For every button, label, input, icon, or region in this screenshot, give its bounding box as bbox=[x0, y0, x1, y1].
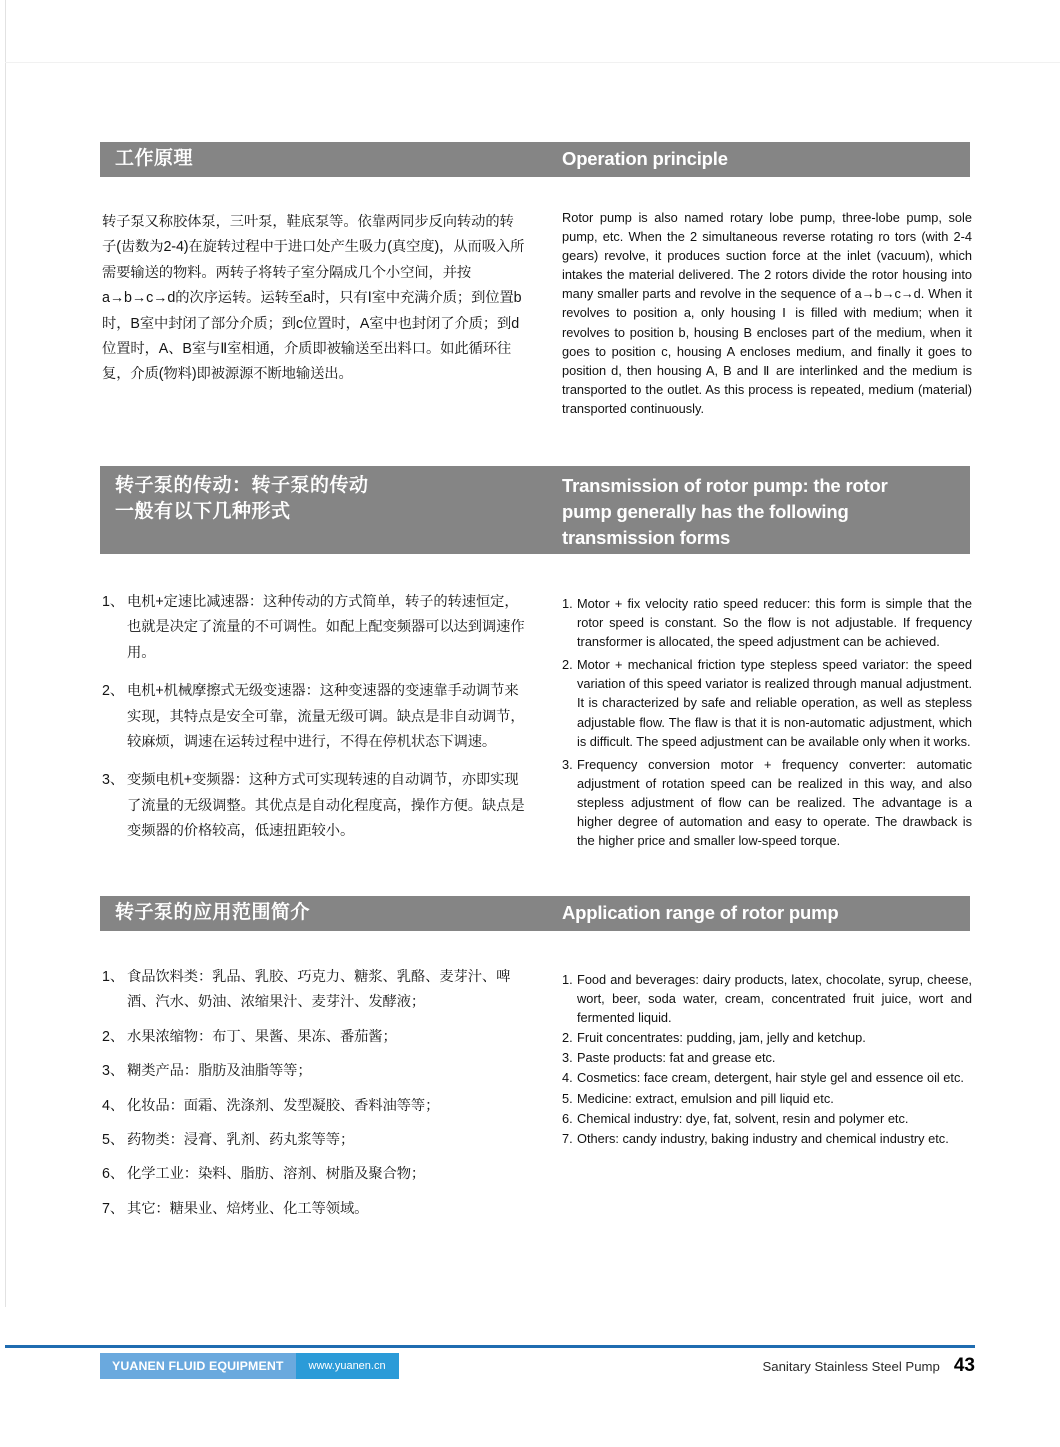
list-item bbox=[102, 590, 527, 666]
list-item bbox=[562, 1109, 972, 1128]
list-item bbox=[102, 965, 527, 1016]
section-title-en-application-range: Application range of rotor pump bbox=[562, 902, 839, 923]
list-item-number: 1、 bbox=[102, 594, 125, 610]
application-en-list bbox=[562, 970, 972, 1148]
paragraph-cn-operation-principle: 转子泵又称胶体泵，三叶泵，鞋底泵等。依靠两同步反向转动的转子(齿数为2-4)在旋转过程中于进口处产生吸力(真空度)，从而吸入所需要输送的物料。两转子将转子室分隔成几个小空间，并按a→b→c→d的次序运转。运转至a时，只有Ⅰ室中充满介质；到位置b时，B室中封闭了部分介质；到c位置时，A室中也封闭了介质；到d位置时，A、B室与Ⅱ室相通，介质即被输送至出料口。如此循环往复，介质(物料)即被源源不断地输送出。 bbox=[102, 214, 525, 383]
list-item bbox=[102, 679, 527, 755]
list-item bbox=[102, 1162, 527, 1187]
list-item-text: Motor + mechanical friction type stepless speed variator: the speed variation of this speed variator is realized through manual adjustment. It is characterized by safe and reliable operation, as well as stepless adjustable flow. The flaw is that it is non-automatic adjustment, which is difficult. The speed adjustment can be available only when it works. bbox=[577, 657, 972, 749]
section-header-application-range bbox=[100, 896, 970, 931]
list-item-number: 1. bbox=[562, 972, 573, 987]
section-title-en-operation-principle: Operation principle bbox=[562, 148, 728, 169]
body-en-operation-principle bbox=[562, 208, 972, 418]
list-item-number: 4. bbox=[562, 1070, 573, 1086]
transmission-cn-list bbox=[102, 590, 527, 845]
list-item-number: 1、 bbox=[102, 969, 125, 985]
section-title-en-transmission-line1: Transmission of rotor pump: the rotor bbox=[562, 475, 888, 496]
list-item bbox=[562, 970, 972, 1027]
section-header-operation-principle bbox=[100, 142, 970, 177]
section-header-transmission bbox=[100, 466, 970, 554]
section-title-en-transmission-line3: transmission forms bbox=[562, 527, 731, 548]
list-item bbox=[102, 1094, 527, 1119]
list-item-number: 3. bbox=[562, 1050, 573, 1066]
list-cn-transmission bbox=[102, 590, 527, 845]
list-item-text: Fruit concentrates: pudding, jam, jelly and ketchup. bbox=[577, 1030, 866, 1046]
list-item-number: 3、 bbox=[102, 772, 125, 789]
list-item-text: 药物类：浸膏、乳剂、药丸浆等等； bbox=[127, 1132, 355, 1149]
list-item-text: Others: candy industry, baking industry and chemical industry etc. bbox=[577, 1130, 949, 1146]
list-item-number: 7、 bbox=[102, 1200, 125, 1217]
list-item bbox=[102, 768, 527, 844]
list-item bbox=[562, 1048, 972, 1067]
list-item-number: 2. bbox=[562, 657, 573, 673]
list-item-text: Paste products: fat and grease etc. bbox=[577, 1050, 776, 1066]
list-item bbox=[562, 755, 972, 850]
list-en-application-range bbox=[562, 970, 972, 1149]
section-title-cn-transmission-line2: 一般有以下几种形式 bbox=[115, 501, 291, 522]
list-item bbox=[562, 1068, 972, 1087]
list-cn-application-range bbox=[102, 965, 527, 1222]
list-item-number: 3. bbox=[562, 756, 573, 772]
section-title-en-transmission-line2: pump generally has the following bbox=[562, 501, 849, 522]
footer-caption: Sanitary Stainless Steel Pump bbox=[762, 1359, 940, 1374]
list-item-number: 3、 bbox=[102, 1063, 125, 1080]
list-item-text: 水果浓缩物：布丁、果酱、果冻、番茄酱； bbox=[127, 1028, 397, 1045]
list-item bbox=[562, 655, 972, 750]
list-item-text: 化学工业：染料、脂肪、溶剂、树脂及聚合物； bbox=[127, 1166, 426, 1183]
list-item-number: 5、 bbox=[102, 1132, 125, 1149]
body-cn-operation-principle bbox=[102, 210, 527, 388]
transmission-en-list bbox=[562, 594, 972, 850]
list-item-number: 1. bbox=[562, 596, 573, 611]
list-item-text: 化妆品：面霜、洗涤剂、发型凝胶、香料油等等； bbox=[127, 1097, 440, 1114]
list-item-number: 5. bbox=[562, 1090, 573, 1106]
page-edge-line-left bbox=[5, 0, 6, 1307]
list-item-text: Motor + fix velocity ratio speed reducer: this form is simple that the rotor speed is constant. So the flow is not adjustable. If frequency transformer is allocated, the speed adjustment can be achieved. bbox=[577, 596, 972, 650]
list-item bbox=[562, 1129, 972, 1148]
website-label[interactable]: www.yuanen.cn bbox=[296, 1353, 399, 1379]
list-en-transmission bbox=[562, 594, 972, 850]
list-item-number: 2、 bbox=[102, 683, 125, 700]
list-item bbox=[562, 594, 972, 651]
list-item-number: 6. bbox=[562, 1110, 573, 1126]
list-item-number: 2、 bbox=[102, 1028, 125, 1045]
list-item bbox=[562, 1089, 972, 1108]
list-item-text: Food and beverages: dairy products, latex, chocolate, syrup, cheese, wort, beer, soda water, cream, concentrated fruit juice, wort and fermented liquid. bbox=[577, 972, 972, 1026]
list-item bbox=[562, 1028, 972, 1047]
brand-name-label: YUANEN FLUID EQUIPMENT bbox=[100, 1353, 296, 1379]
list-item-text: 其它：糖果业、焙烤业、化工等领域。 bbox=[127, 1200, 369, 1217]
list-item-text: Medicine: extract, emulsion and pill liquid etc. bbox=[577, 1090, 834, 1106]
list-item-text: 食品饮料类：乳品、乳胶、巧克力、糖浆、乳酪、麦芽汁、啤酒、汽水、奶油、浓缩果汁、麦芽汁、发酵液； bbox=[127, 969, 511, 1011]
page-edge-line-top bbox=[5, 62, 1060, 63]
list-item bbox=[102, 1059, 527, 1084]
list-item-number: 4、 bbox=[102, 1097, 125, 1114]
page-number: 43 bbox=[953, 1355, 975, 1376]
footer-divider-rule bbox=[5, 1345, 975, 1348]
section-title-cn-operation-principle: 工作原理 bbox=[115, 148, 194, 169]
list-item-text: 电机+定速比减速器：这种传动的方式简单，转子的转速恒定，也就是决定了流量的不可调性。如配上配变频器可以达到调速作用。 bbox=[127, 594, 525, 661]
list-item-text: Frequency conversion motor + frequency converter: automatic adjustment of rotation speed can be realized in this way, and also stepless adjustment of flow can be realized. The advantage is a higher degree of automation and easy to operate. The drawback is the higher price and smaller low-speed torque. bbox=[577, 756, 972, 849]
paragraph-en-operation-principle: Rotor pump is also named rotary lobe pump, three-lobe pump, sole pump, etc. When the 2 simultaneous reverse rotating ro tors (with 2-4 gears) revolve, it produces suction force at the inlet (vacuum), which intakes the material delivered. The 2 rotors divide the rotor housing into many smaller parts and revolve in the sequence of a→b→c→d. When it revolves to position a, only housing Ⅰ is filled with medium; when it revolves to position b, housing B encloses part of the medium, when it goes to position c, housing A encloses medium, and finally it goes to position d, then housing A, B and Ⅱ are interlinked and the medium is transported to the outlet. As this process is repeated, medium (material) transported continuously. bbox=[562, 210, 972, 416]
list-item-number: 2. bbox=[562, 1030, 573, 1046]
list-item bbox=[102, 1197, 527, 1222]
list-item bbox=[102, 1128, 527, 1153]
list-item-text: 变频电机+变频器：这种方式可实现转速的自动调节，亦即实现了流量的无级调整。其优点是自动化程度高，操作方便。缺点是变频器的价格较高，低速扭距较小。 bbox=[127, 772, 525, 840]
footer-right-group bbox=[762, 1355, 975, 1377]
list-item-text: Cosmetics: face cream, detergent, hair style gel and essence oil etc. bbox=[577, 1070, 964, 1086]
application-cn-list bbox=[102, 965, 527, 1222]
list-item-number: 7. bbox=[562, 1130, 573, 1146]
list-item bbox=[102, 1025, 527, 1050]
section-title-cn-application-range: 转子泵的应用范围简介 bbox=[115, 902, 311, 923]
list-item-text: Chemical industry: dye, fat, solvent, resin and polymer etc. bbox=[577, 1110, 909, 1126]
footer-brand-logo bbox=[100, 1353, 399, 1379]
list-item-text: 糊类产品：脂肪及油脂等等； bbox=[127, 1063, 312, 1080]
list-item-number: 6、 bbox=[102, 1166, 125, 1183]
section-title-cn-transmission-line1: 转子泵的传动：转子泵的传动 bbox=[115, 475, 369, 496]
list-item-text: 电机+机械摩擦式无级变速器：这种变速器的变速靠手动调节来实现，其特点是安全可靠，流量无级可调。缺点是非自动调节，较麻烦，调速在运转过程中进行，不得在停机状态下调速。 bbox=[127, 683, 525, 751]
